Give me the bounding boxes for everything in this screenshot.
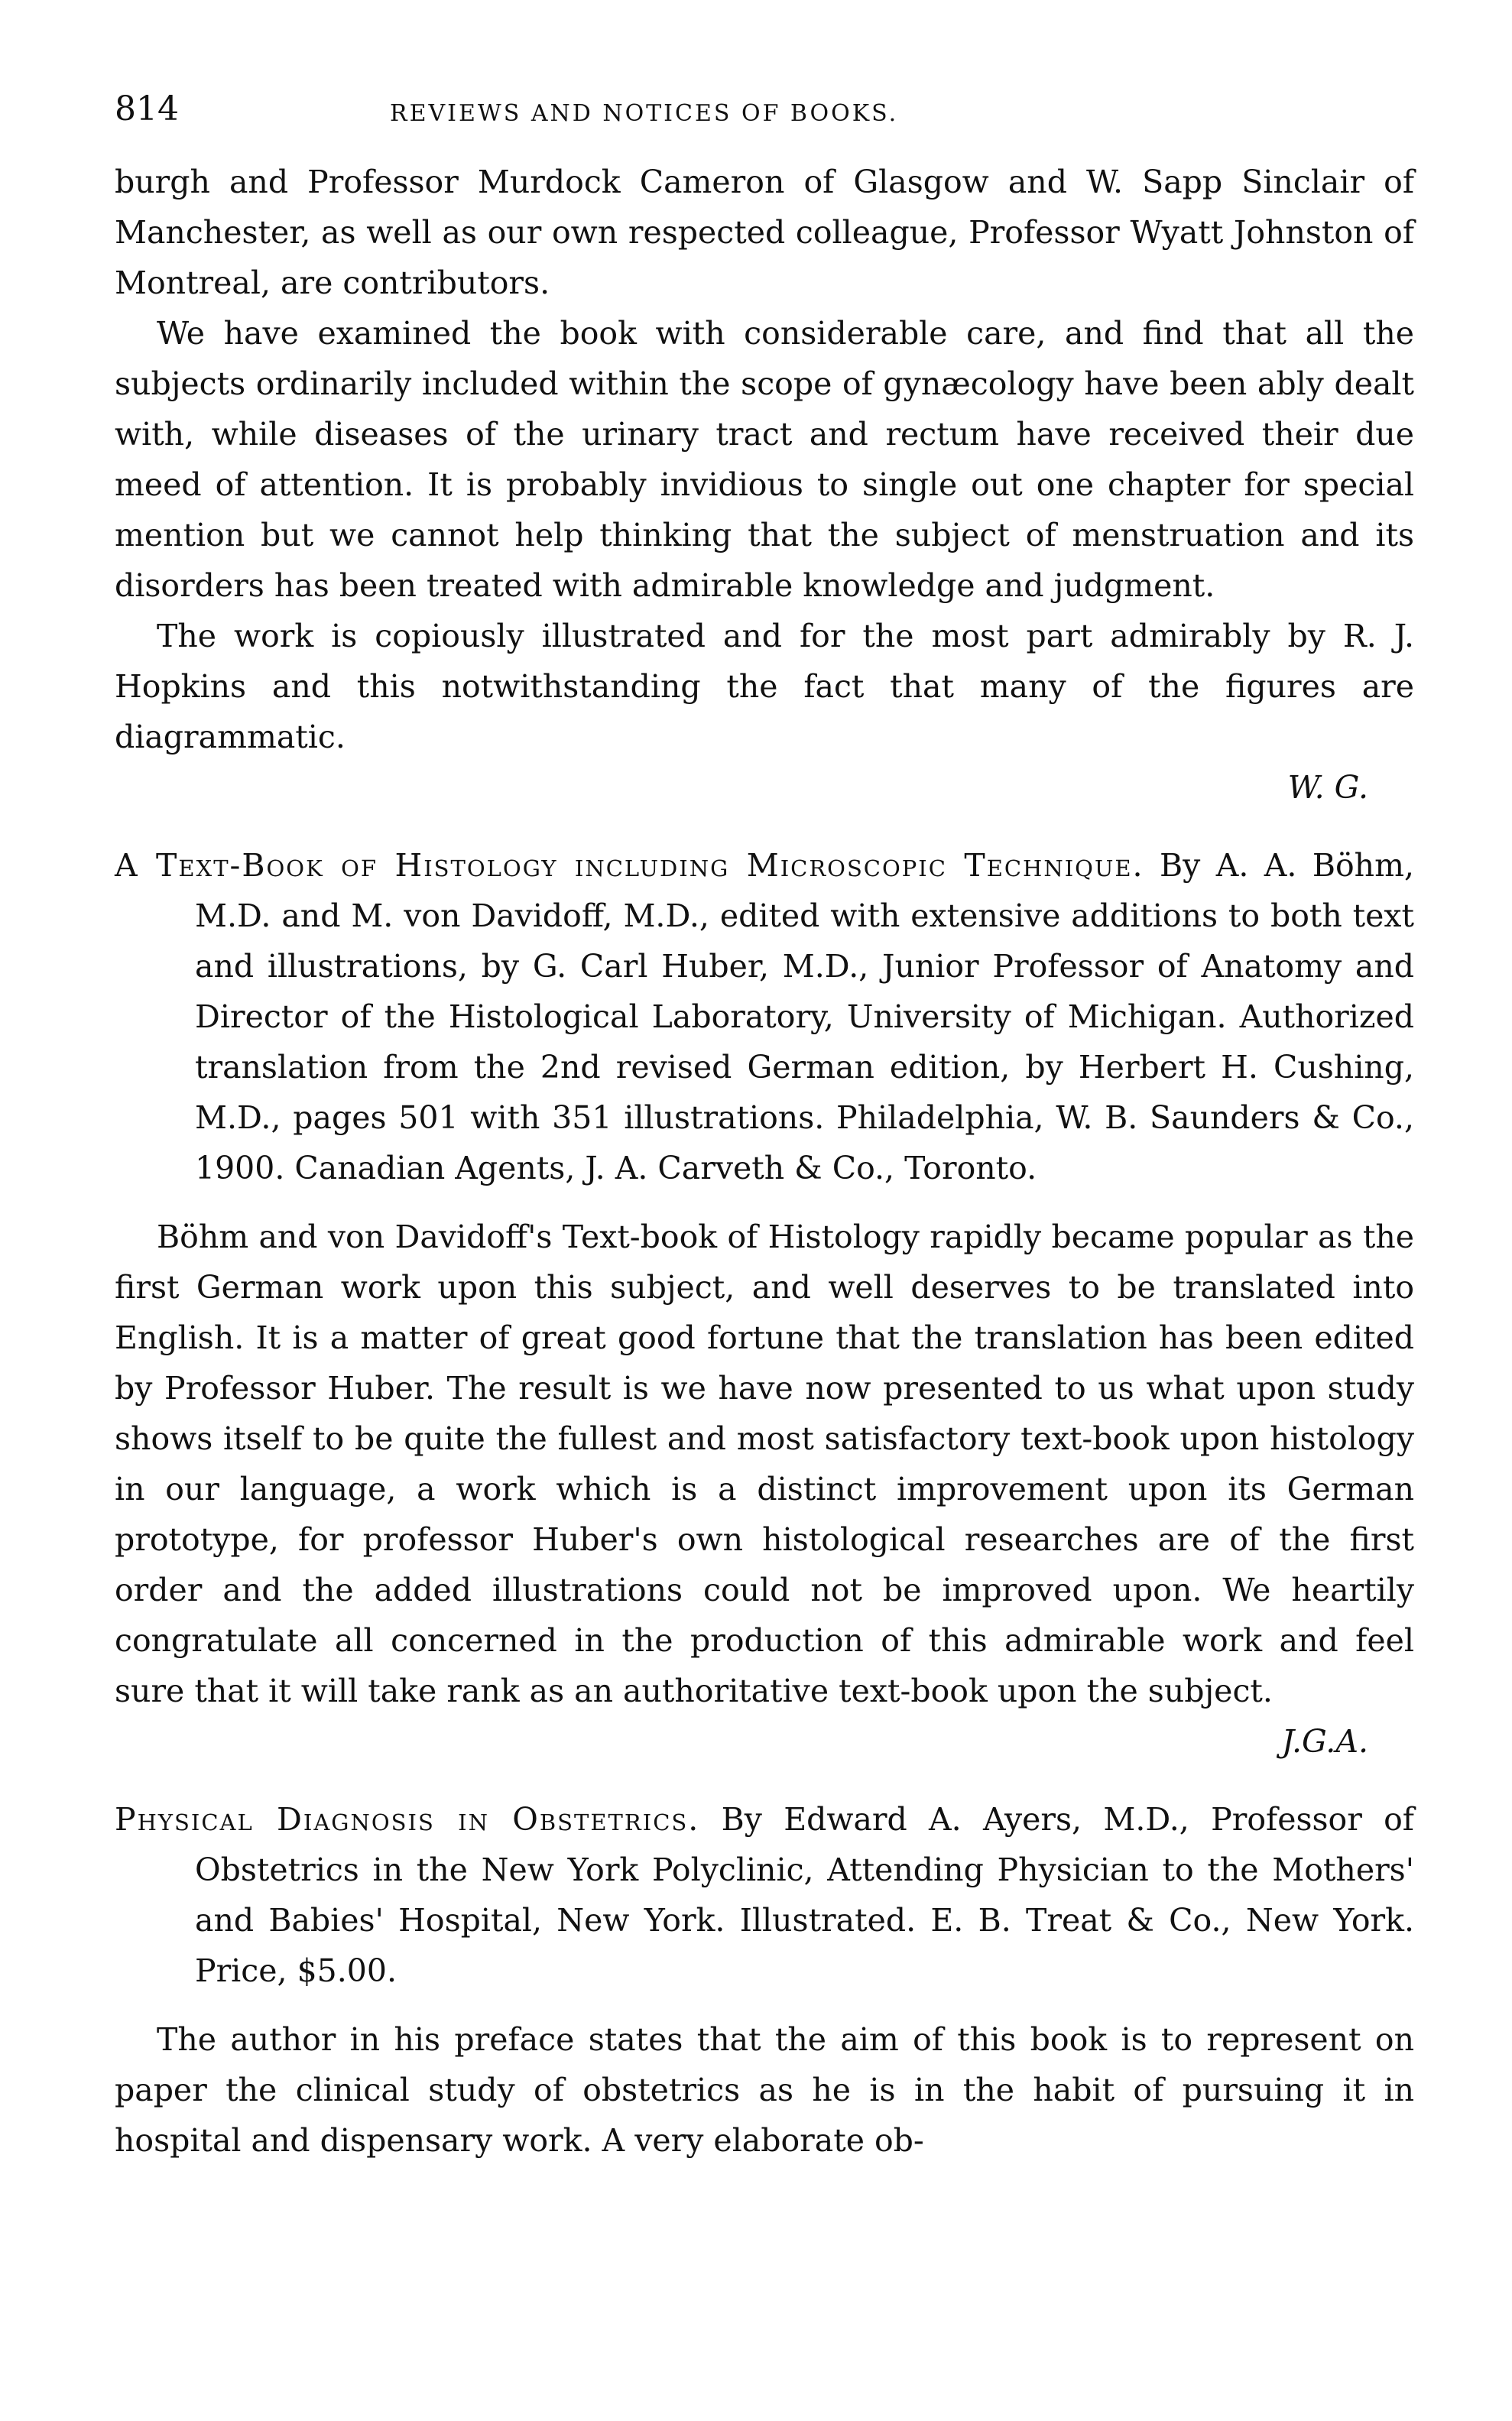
book-title: A Text-Book of Histology including Microscopic Technique. (115, 847, 1144, 884)
signature-text: W. G. (1287, 769, 1368, 806)
page-number: 814 (115, 89, 179, 128)
running-head: REVIEWS AND NOTICES OF BOOKS. (390, 100, 899, 127)
book-details: By Edward A. Ayers, M.D., Professor of Obstetrics in the New York Polyclinic, Attending Physician to the Mothers' and Babies' Hospital, New York. Illustrated. E. B. Treat & Co., New York. Price, $5.00. (195, 1801, 1414, 1989)
book-page (115, 84, 1414, 2166)
review-paragraph: burgh and Professor Murdock Cameron of Glasgow and W. Sapp Sinclair of Manchester, as well as our own respected colleague, Professor Wyatt Johnston of Montreal, are contributors. (115, 164, 1414, 301)
book-entry-histology (115, 840, 1414, 1193)
signature-text: J.G.A. (1281, 1723, 1368, 1760)
review-paragraph: We have examined the book with considerable care, and find that all the subjects ordinarily included within the scope of gynæcology have been ably dealt with, while diseases of the urinary tract and rectum have received their due meed of attention. It is probably invidious to single out one chapter for special mention but we cannot help thinking that the subject of menstruation and its disorders has been treated with admirable knowledge and judgment. (115, 315, 1414, 604)
book-title: Physical Diagnosis in Obstetrics. (115, 1801, 700, 1838)
book-details: By A. A. Böhm, M.D. and M. von Davidoff, M.D., edited with extensive additions to both text and illustrations, by G. Carl Huber, M.D., Junior Professor of Anatomy and Director of the Histological Laboratory, University of Michigan. Authorized translation from the 2nd revised German edition, by Herbert H. Cushing, M.D., pages 501 with 351 illustrations. Philadelphia, W. B. Saunders & Co., 1900. Canadian Agents, J. A. Carveth & Co., Toronto. (195, 847, 1414, 1186)
reviewer-signature (115, 1716, 1414, 1767)
book-entry-obstetrics (115, 1794, 1414, 1996)
review-paragraph: Böhm and von Davidoff's Text-book of Histology rapidly became popular as the first German work upon this subject, and well deserves to be translated into English. It is a matter of great good fortune that the translation has been edited by Professor Huber. The result is we have now presented to us what upon study shows itself to be quite the fullest and most satisfactory text-book upon histology in our language, a work which is a distinct improvement upon its German prototype, for professor Huber's own histological researches are of the first order and the added illustrations could not be improved upon. We heartily congratulate all concerned in the production of this admirable work and feel sure that it will take rank as an authoritative text-book upon the subject. (115, 1219, 1414, 1709)
review-paragraph: The author in his preface states that the aim of this book is to represent on paper the clinical study of obstetrics as he is in the habit of pursuing it in hospital and dispensary work. A very elaborate ob- (115, 2021, 1414, 2159)
review-paragraph: The work is copiously illustrated and for the most part admirably by R. J. Hopkins and this notwithstanding the fact that many of the figures are diagrammatic. (115, 618, 1414, 755)
reviewer-signature (115, 762, 1414, 813)
page-header (115, 84, 1414, 141)
